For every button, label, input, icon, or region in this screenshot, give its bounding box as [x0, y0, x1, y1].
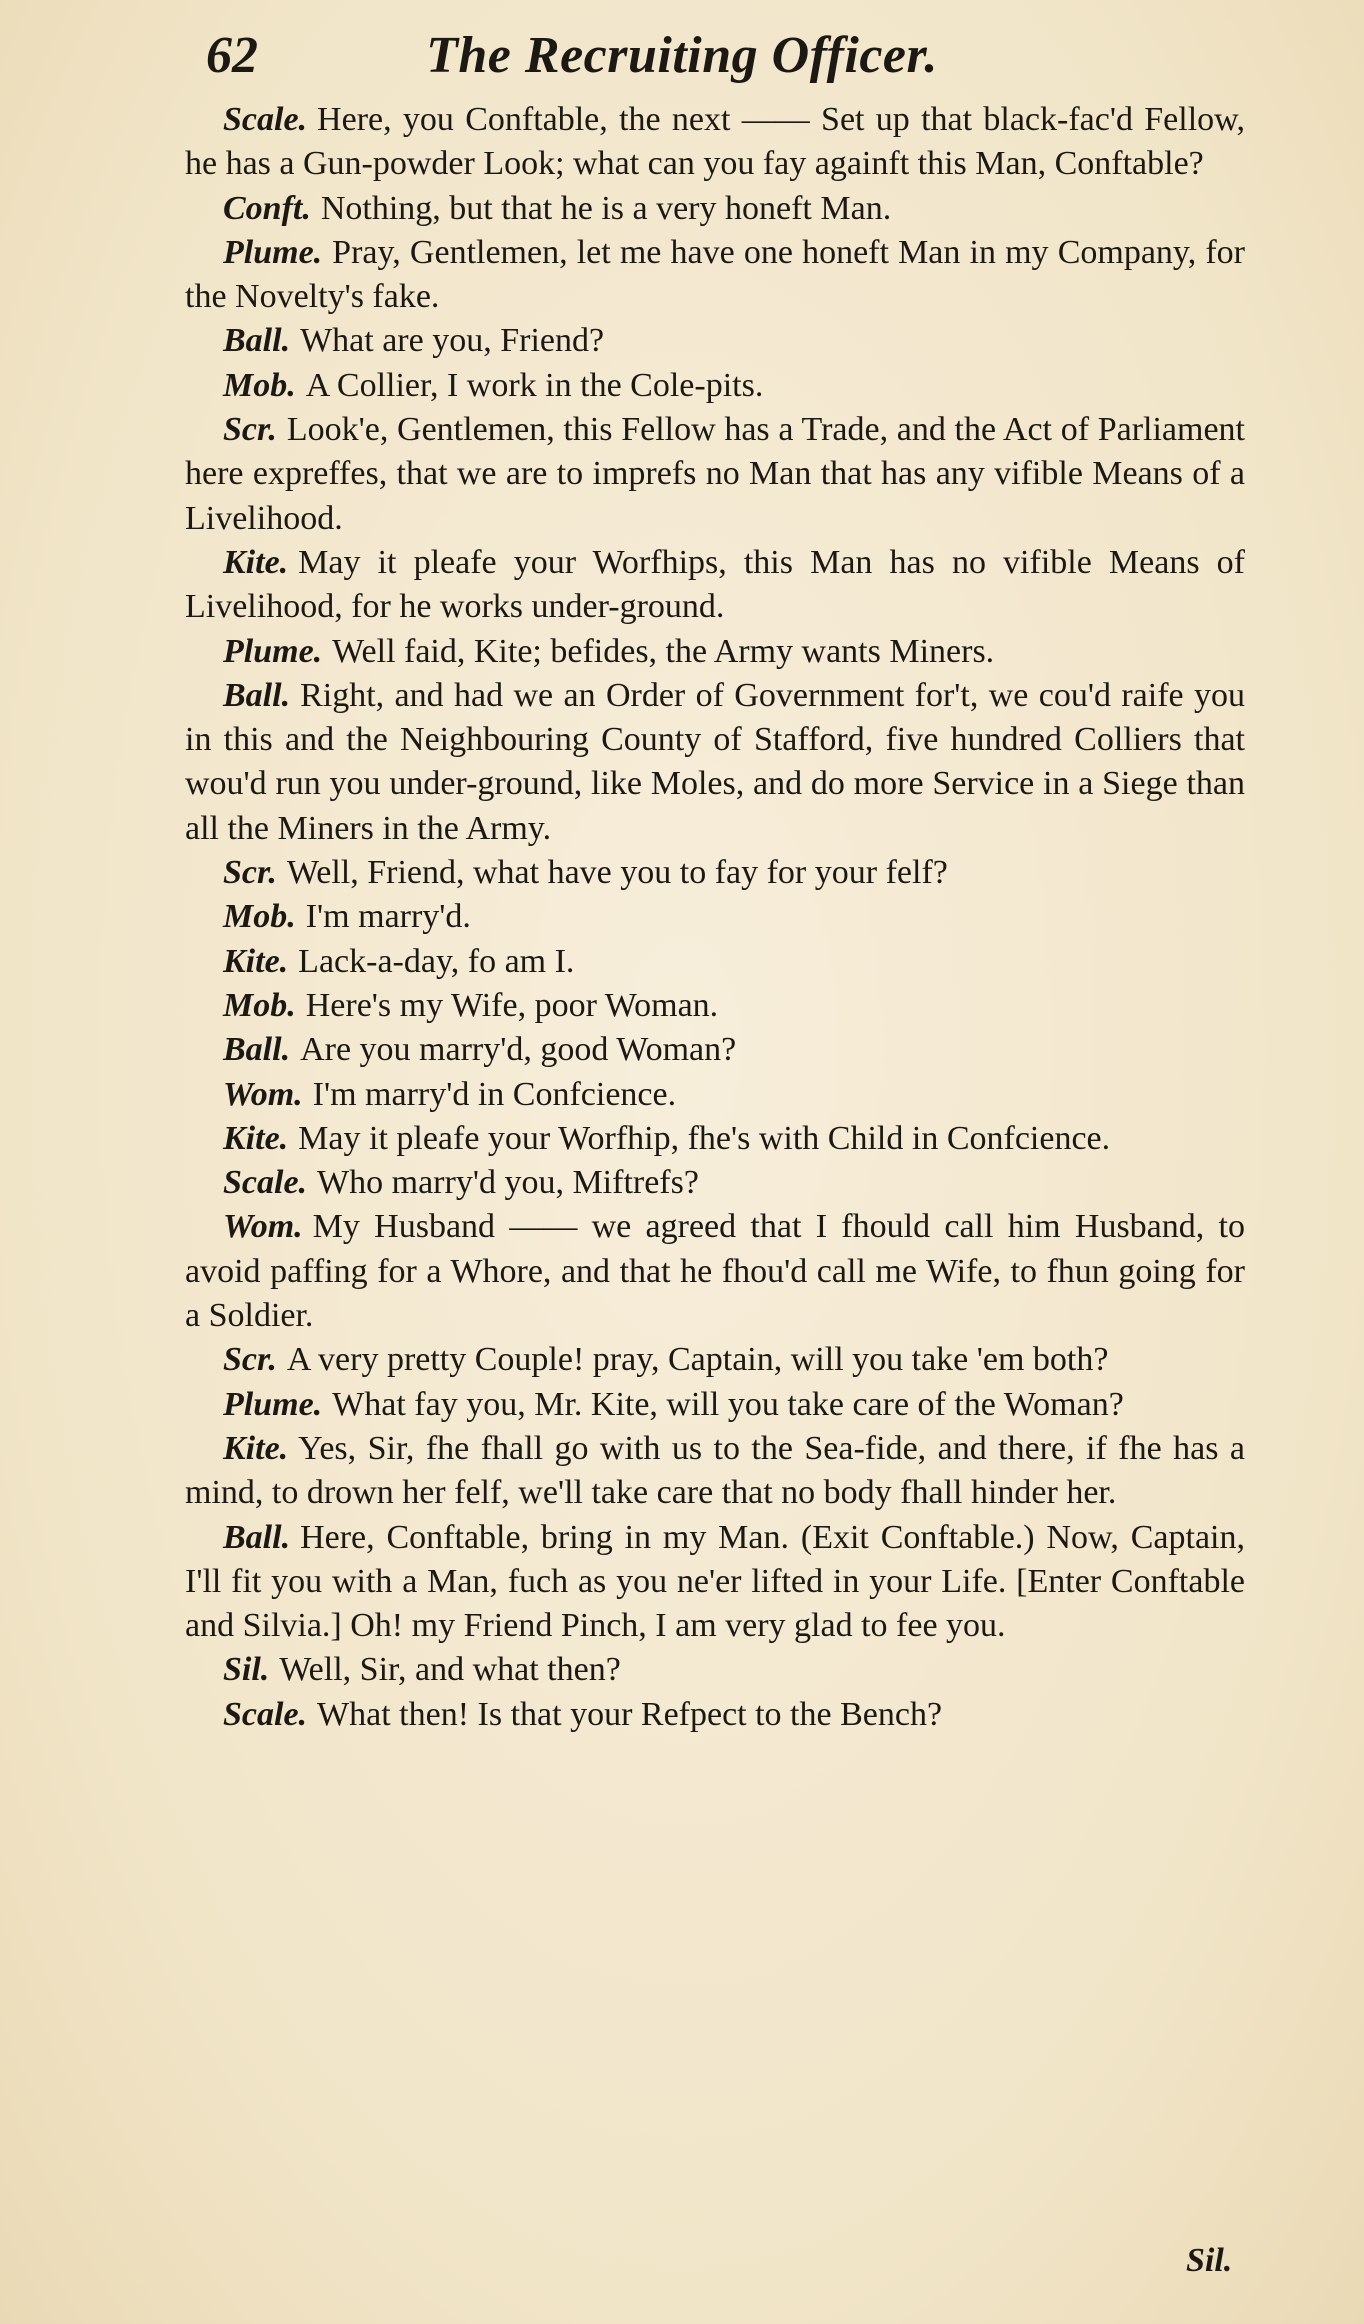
speech-paragraph: [185, 1028, 1245, 1072]
speaker-name: Mob.: [223, 986, 296, 1024]
running-title: The Recruiting Officer.: [426, 27, 938, 84]
speech-text: A Collier, I work in the Cole-pits.: [305, 366, 764, 404]
speaker-name: Scale.: [223, 101, 308, 138]
speech-text: What then! Is that your Refpect to the Bench?: [317, 1695, 943, 1733]
speaker-name: Ball.: [223, 1031, 291, 1069]
speaker-name: Scale.: [223, 1164, 308, 1202]
speaker-name: Wom.: [223, 1208, 303, 1246]
speech-text: I'm marry'd in Confcience.: [312, 1075, 677, 1113]
speech-text: I'm marry'd.: [305, 898, 471, 936]
speech-paragraph: [185, 1383, 1245, 1427]
speech-text: May it pleafe your Worfhip, fhe's with Child in Confcience.: [298, 1119, 1111, 1157]
speaker-name: Plume.: [223, 632, 323, 670]
speech-text: Yes, Sir, fhe fhall go with us to the Sea-fide, and there, if fhe has a mind, to drown her felf, we'll take care that no body fhall hinder her.: [185, 1429, 1245, 1512]
speech-text: Look'e, Gentlemen, this Fellow has a Trade, and the Act of Parliament here expreffes, that we are to imprefs no Man that has any vifible Means of a Livelihood.: [185, 411, 1245, 537]
speech-paragraph: [185, 674, 1245, 851]
speech-text: May it pleafe your Worfhips, this Man has no vifible Means of Livelihood, for he works under-ground.: [185, 543, 1245, 626]
speaker-name: Mob.: [223, 898, 296, 936]
speech-paragraph: [185, 1648, 1245, 1692]
speech-paragraph: [185, 895, 1245, 939]
speaker-name: Plume.: [223, 233, 323, 271]
speaker-name: Mob.: [223, 366, 296, 404]
speaker-name: Kite.: [223, 942, 289, 980]
speech-text: My Husband —— we agreed that I fhould call him Husband, to avoid paffing for a Whore, and that he fhou'd call me Wife, to fhun going for a Soldier.: [185, 1208, 1245, 1335]
speaker-name: Ball.: [223, 322, 291, 360]
speech-text: Here, Conftable, bring in my Man. (Exit Conftable.) Now, Captain, I'll fit you with a Man, fuch as you ne'er lifted in your Life. [Enter Conftable and Silvia.] Oh! my Friend Pinch, I am very glad to fee you.: [185, 1518, 1245, 1645]
speech-text: Here's my Wife, poor Woman.: [305, 986, 719, 1024]
speaker-name: Kite.: [223, 1119, 289, 1157]
speech-text: Are you marry'd, good Woman?: [300, 1031, 737, 1069]
speech-paragraph: [185, 1427, 1245, 1516]
speech-text: Lack-a-day, fo am I.: [298, 942, 575, 980]
speech-paragraph: [185, 187, 1245, 231]
speaker-name: Scr.: [223, 854, 277, 892]
page-header: [0, 26, 1364, 96]
speech-text: A very pretty Couple! pray, Captain, will you take 'em both?: [286, 1341, 1109, 1379]
speech-paragraph: [185, 231, 1245, 320]
speaker-name: Sil.: [223, 1651, 270, 1689]
speech-paragraph: [185, 940, 1245, 984]
speech-paragraph: [185, 1205, 1245, 1338]
speaker-name: Wom.: [223, 1075, 303, 1113]
speech-paragraph: [185, 1161, 1245, 1205]
speaker-name: Conft.: [223, 189, 311, 227]
speaker-name: Scr.: [223, 411, 277, 449]
speech-paragraph: [185, 98, 1245, 187]
speaker-name: Ball.: [223, 676, 291, 714]
speech-paragraph: [185, 319, 1245, 363]
speaker-name: Kite.: [223, 543, 289, 581]
speech-text: Here, you Conftable, the next —— Set up that black-fac'd Fellow, he has a Gun-powder Look; what can you fay againft this Man, Conftable?: [185, 101, 1245, 183]
speech-paragraph: [185, 364, 1245, 408]
speech-text: What fay you, Mr. Kite, will you take care of the Woman?: [332, 1385, 1124, 1423]
speech-paragraph: [185, 1073, 1245, 1117]
speech-paragraph: [185, 1338, 1245, 1382]
speech-paragraph: [185, 1693, 1245, 1737]
speech-paragraph: [185, 408, 1245, 541]
speech-paragraph: [185, 630, 1245, 674]
speech-text: Who marry'd you, Miftrefs?: [317, 1164, 699, 1202]
speech-paragraph: [185, 541, 1245, 630]
page-number: 62: [206, 27, 258, 84]
speaker-name: Plume.: [223, 1385, 323, 1423]
speech-text: Nothing, but that he is a very honeft Man.: [320, 189, 892, 227]
speech-paragraph: [185, 1516, 1245, 1649]
speech-text: Well, Sir, and what then?: [279, 1651, 621, 1689]
speech-paragraph: [185, 851, 1245, 895]
speech-text: Pray, Gentlemen, let me have one honeft Man in my Company, for the Novelty's fake.: [185, 233, 1245, 316]
speaker-name: Kite.: [223, 1429, 289, 1467]
speaker-name: Scale.: [223, 1695, 308, 1733]
speech-text: Well faid, Kite; befides, the Army wants Miners.: [332, 632, 995, 670]
speaker-name: Ball.: [223, 1518, 291, 1556]
speech-text: What are you, Friend?: [300, 322, 605, 360]
speech-text: Well, Friend, what have you to fay for your felf?: [286, 854, 948, 892]
dialogue-text: [185, 98, 1245, 1737]
catchword: Sil.: [1186, 2242, 1233, 2279]
speech-paragraph: [185, 984, 1245, 1028]
speech-paragraph: [185, 1117, 1245, 1161]
speech-text: Right, and had we an Order of Government for't, we cou'd raife you in this and the Neighbouring County of Stafford, five hundred Colliers that wou'd run you under-ground, like Moles, and do more Service in a Siege than all the Miners in the Army.: [185, 676, 1245, 847]
speaker-name: Scr.: [223, 1341, 277, 1379]
